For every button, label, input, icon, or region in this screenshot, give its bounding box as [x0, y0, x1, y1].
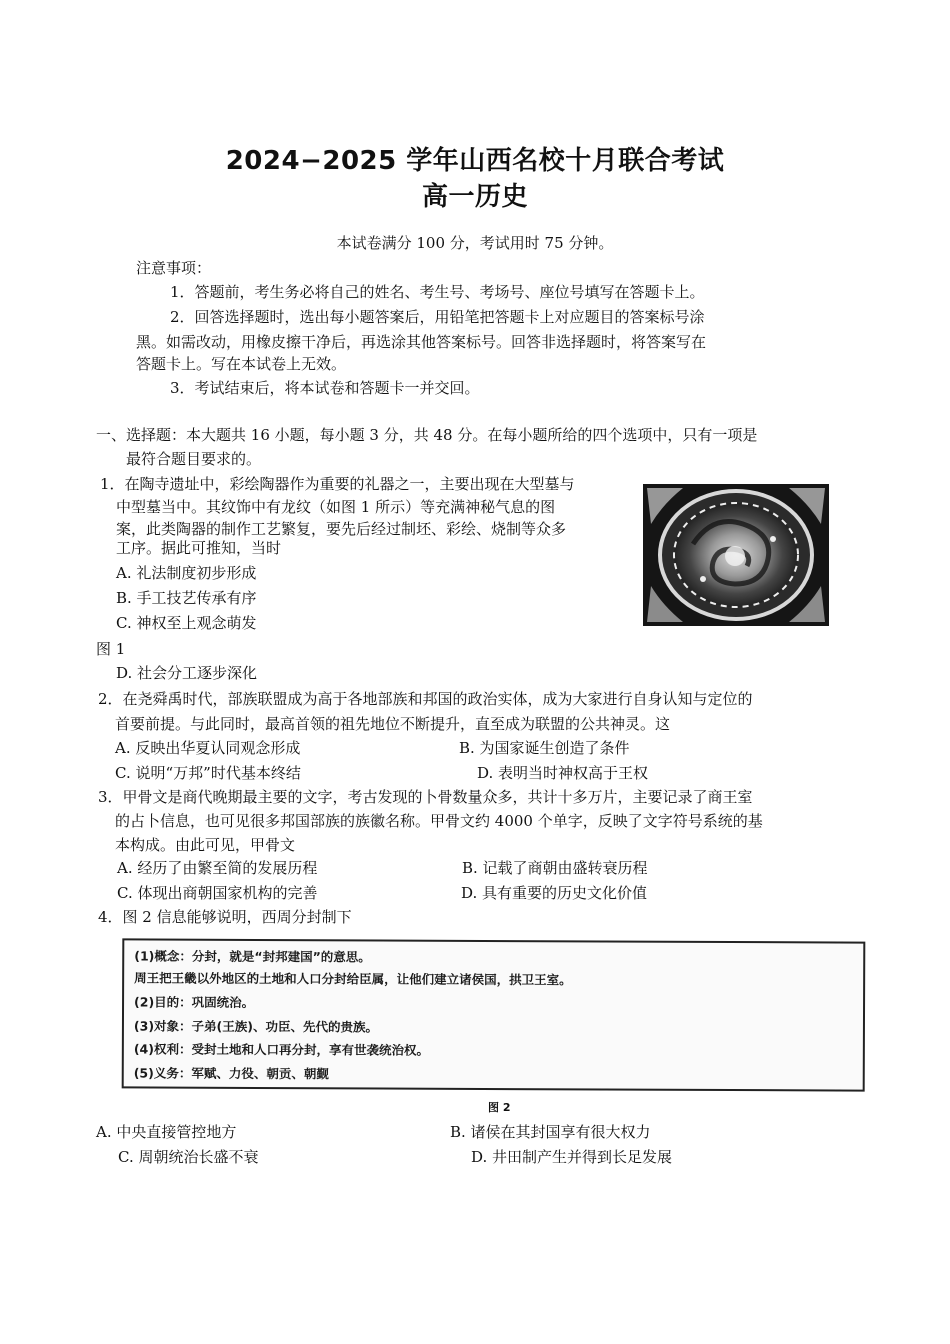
figure-1-dragon-pottery-image	[643, 484, 829, 626]
page-title-line2: 高一历史	[421, 182, 528, 212]
q2-option-d: D. 表明当时神权高于王权	[477, 764, 649, 782]
q1-option-c: C. 神权至上观念萌发	[116, 614, 257, 632]
section1-heading: 一、选择题：本大题共 16 小题，每小题 3 分，共 48 分。在每小题所给的四个选项中，只有一项是	[96, 426, 758, 444]
q1-stem-line2: 中型墓当中。其纹饰中有龙纹（如图 1 所示）等充满神秘气息的图	[116, 498, 556, 516]
q2-stem-line1: 2．在尧舜禹时代，部族联盟成为高于各地部族和邦国的政治实体，成为大家进行自身认知与定位的	[98, 690, 753, 708]
q3-option-c: C. 体现出商朝国家机构的完善	[117, 884, 318, 902]
figure-2-line-4: (3)对象：子弟(王族)、功臣、先代的贵族。	[133, 1018, 379, 1035]
q4-option-a: A. 中央直接管控地方	[96, 1123, 237, 1141]
notice-item-2-line3: 答题卡上。写在本试卷上无效。	[136, 355, 347, 373]
q2-option-a: A. 反映出华夏认同观念形成	[115, 739, 301, 757]
q4-option-c: C. 周朝统治长盛不衰	[118, 1148, 259, 1166]
notice-item-2-line2: 黑。如需改动，用橡皮擦干净后，再选涂其他答案标号。回答非选择题时，将答案写在	[136, 333, 707, 351]
notice-item-1: 1．答题前，考生务必将自己的姓名、考生号、考场号、座位号填写在答题卡上。	[170, 283, 705, 301]
q3-option-b: B. 记载了商朝由盛转衰历程	[462, 859, 648, 877]
q1-stem-line3: 案，此类陶器的制作工艺繁复，要先后经过制坯、彩绘、烧制等众多	[116, 520, 567, 538]
q2-option-b: B. 为国家诞生创造了条件	[459, 739, 630, 757]
figure-2-line-2: 周王把王畿以外地区的土地和人口分封给臣属，让他们建立诸侯国，拱卫王室。	[134, 970, 572, 988]
q1-stem-line4: 工序。据此可推知，当时	[116, 539, 282, 557]
q3-stem-line1: 3．甲骨文是商代晚期最主要的文字，考古发现的卜骨数量众多，共计十多万片，主要记录了商王室	[98, 788, 753, 806]
figure-2-line-6: (5)义务：军赋、力役、朝贡、朝觐	[133, 1065, 329, 1082]
section1-heading-cont: 最符合题目要求的。	[126, 450, 262, 468]
q3-option-d: D. 具有重要的历史文化价值	[461, 884, 648, 902]
pottery-plate-illustration	[643, 484, 829, 626]
q4-option-b: B. 诸侯在其封国享有很大权力	[450, 1123, 651, 1141]
figure-2-line-5: (4)权利：受封土地和人口再分封，享有世袭统治权。	[133, 1041, 430, 1058]
notice-item-2-line1: 2．回答选择题时，选出每小题答案后，用铅笔把答题卡上对应题目的答案标号涂	[170, 308, 705, 326]
q1-stem-line1: 1．在陶寺遗址中，彩绘陶器作为重要的礼器之一，主要出现在大型墓与	[100, 475, 575, 493]
q2-stem-line2: 首要前提。与此同时，最高首领的祖先地位不断提升，直至成为联盟的公共神灵。这	[115, 715, 671, 733]
q4-option-d: D. 井田制产生并得到长足发展	[471, 1148, 673, 1166]
q1-option-d: D. 社会分工逐步深化	[116, 664, 258, 682]
figure-1-label: 图 1	[96, 640, 126, 658]
exam-intro: 本试卷满分 100 分，考试用时 75 分钟。	[336, 234, 614, 252]
q1-option-a: A. 礼法制度初步形成	[116, 564, 257, 582]
q2-option-c: C. 说明“万邦”时代基本终结	[115, 764, 301, 782]
figure-2-caption: 图 2	[488, 1101, 511, 1114]
q3-option-a: A. 经历了由繁至简的发展历程	[117, 859, 318, 877]
q3-stem-line3: 本构成。由此可见，甲骨文	[115, 836, 296, 854]
q3-stem-line2: 的占卜信息，也可见很多邦国部族的族徽名称。甲骨文约 4000 个单字，反映了文字符号系统的基	[115, 812, 763, 830]
q4-stem-line1: 4．图 2 信息能够说明，西周分封制下	[98, 908, 352, 926]
figure-2-line-3: (2)目的：巩固统治。	[134, 994, 255, 1010]
notice-item-3: 3．考试结束后，将本试卷和答题卡一并交回。	[170, 379, 480, 397]
figure-2-fengjian-box	[122, 938, 866, 1091]
figure-2-line-1: (1)概念：分封，就是“封邦建国”的意思。	[134, 948, 371, 965]
q1-option-b: B. 手工技艺传承有序	[116, 589, 257, 607]
page-title-line1: 2024−2025 学年山西名校十月联合考试	[225, 146, 725, 176]
notice-heading: 注意事项：	[136, 259, 212, 277]
